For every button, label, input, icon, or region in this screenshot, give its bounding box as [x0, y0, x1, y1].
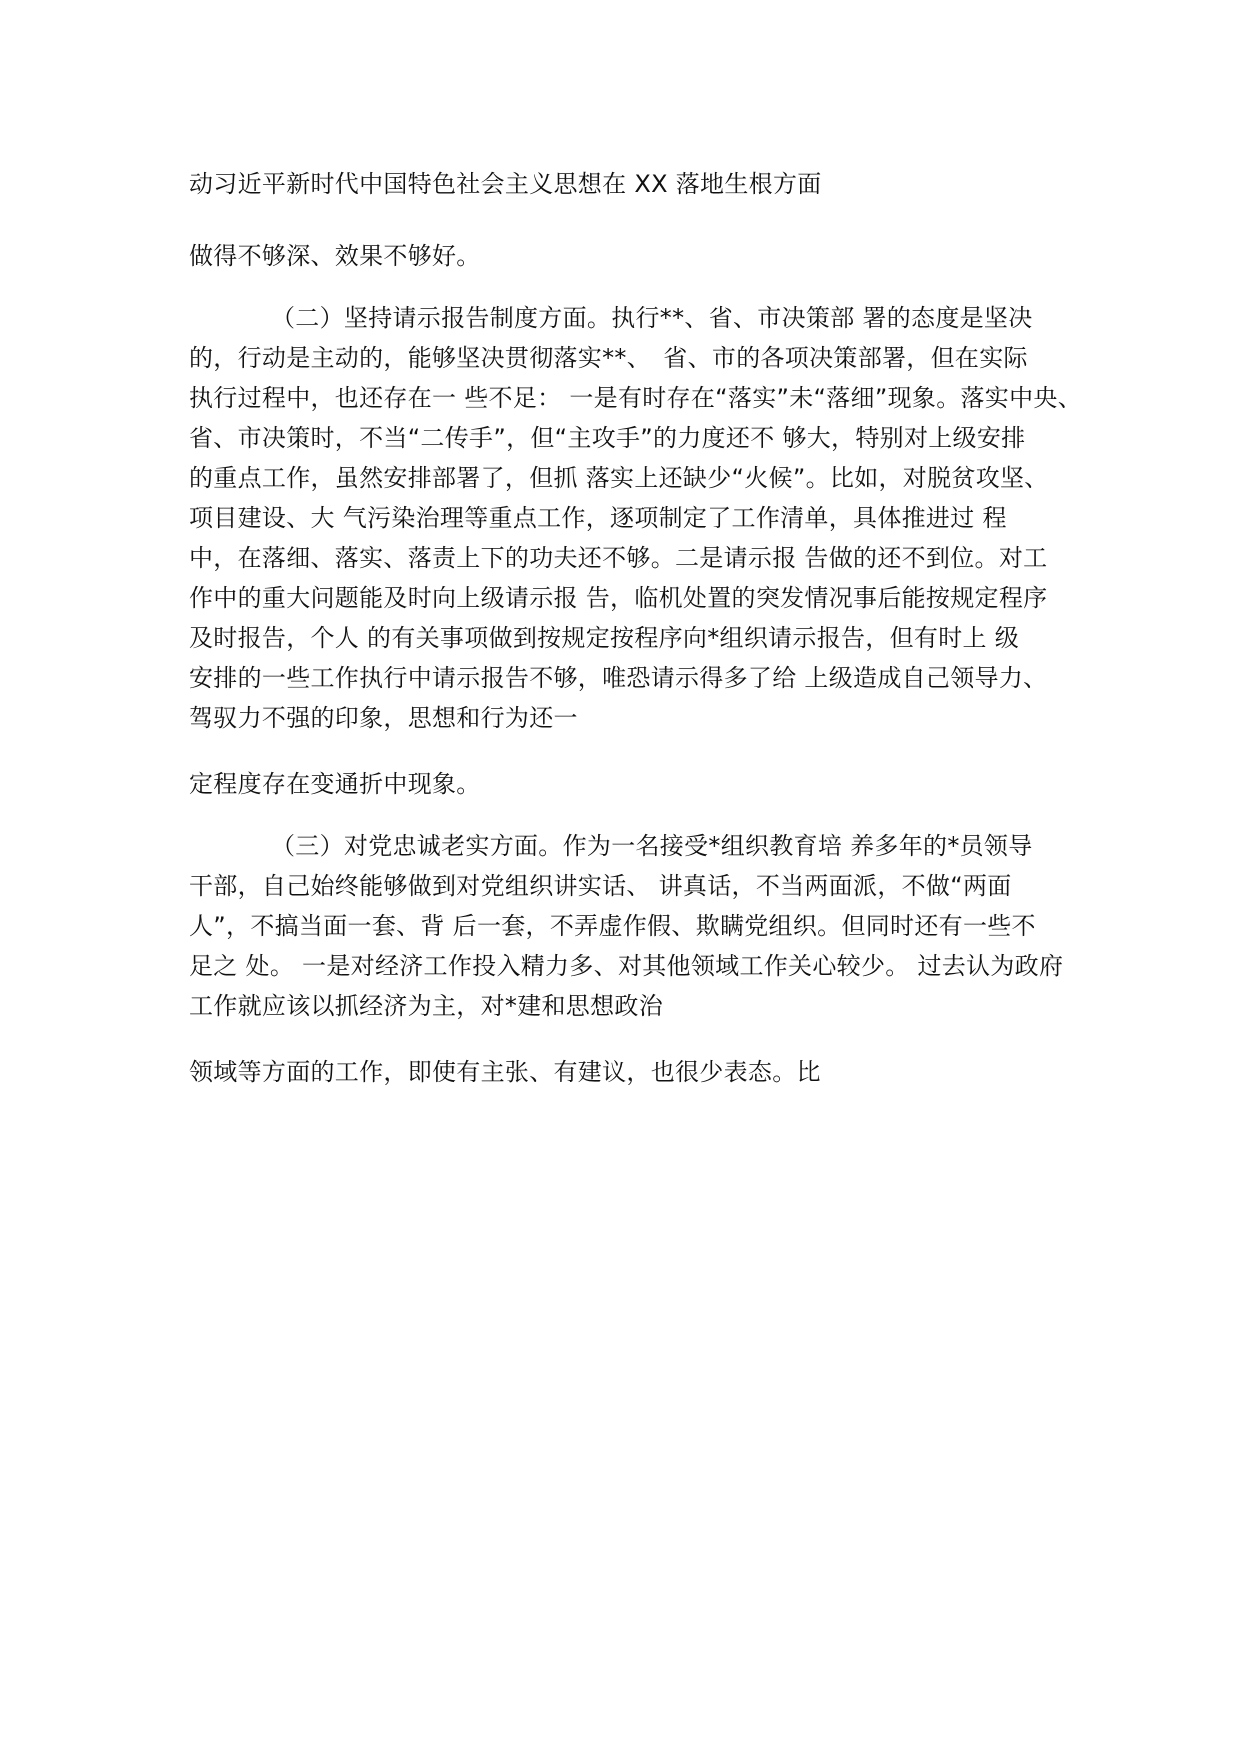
text-line: 人”，不搞当面一套、背 后一套，不弄虚作假、欺瞒党组织。但同时还有一些不 — [189, 912, 1036, 940]
text-line: 足之 处。 一是对经济工作投入精力多、对其他领域工作关心较少。 过去认为政府 — [189, 952, 1064, 980]
text-line: 驾驭力不强的印象，思想和行为还一 — [189, 704, 578, 732]
text-line: 的，行动是主动的，能够坚决贯彻落实**、 省、市的各项决策部署，但在实际 — [189, 344, 1028, 372]
text-line: 工作就应该以抓经济为主，对*建和思想政治 — [189, 992, 663, 1020]
text-line: 安排的一些工作执行中请示报告不够，唯恐请示得多了给 上级造成自己领导力、 — [189, 664, 1048, 692]
text-line: 作中的重大问题能及时向上级请示报 告，临机处置的突发情况事后能按规定程序 — [189, 584, 1048, 612]
text-line: 的重点工作，虽然安排部署了，但抓 落实上还缺少“火候”。比如，对脱贫攻坚、 — [189, 464, 1049, 492]
paragraph-heading-2: （二）坚持请示报告制度方面。执行**、省、市决策部 署的态度是坚决 — [271, 304, 1033, 332]
text-line: 中，在落细、落实、落责上下的功夫还不够。二是请示报 告做的还不到位。对工 — [189, 544, 1048, 572]
text-line: 及时报告，个人 的有关事项做到按规定按程序向*组织请示报告，但有时上 级 — [189, 624, 1020, 652]
text-line: 省、市决策时，不当“二传手”，但“主攻手”的力度还不 够大，特别对上级安排 — [189, 424, 1026, 452]
text-line: 动习近平新时代中国特色社会主义思想在 XX 落地生根方面 — [189, 170, 822, 198]
text-line: 项目建设、大 气污染治理等重点工作，逐项制定了工作清单，具体推进过 程 — [189, 504, 1007, 532]
text-line: 做得不够深、效果不够好。 — [189, 242, 481, 270]
text-line: 执行过程中，也还存在一 些不足： 一是有时存在“落实”未“落细”现象。落实中央、 — [189, 384, 1082, 412]
text-line: 领域等方面的工作，即使有主张、有建议，也很少表态。比 — [189, 1058, 821, 1086]
text-line: 定程度存在变通折中现象。 — [189, 770, 481, 798]
text-line: 干部，自己始终能够做到对党组织讲实话、 讲真话，不当两面派，不做“两面 — [189, 872, 1012, 900]
paragraph-heading-3: （三）对党忠诚老实方面。作为一名接受*组织教育培 养多年的*员领导 — [271, 832, 1033, 860]
document-body — [189, 164, 1082, 1092]
